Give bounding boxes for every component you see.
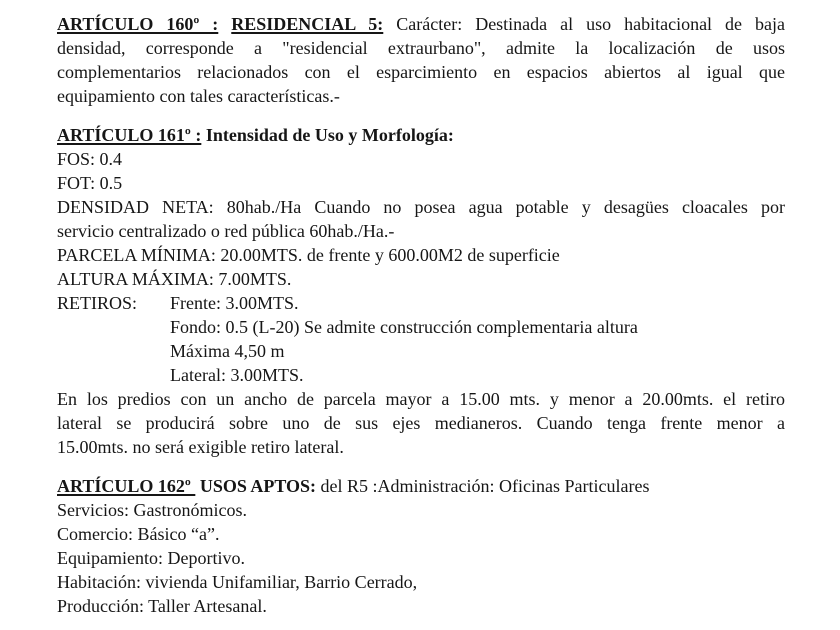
text-line xyxy=(57,522,785,546)
text-run xyxy=(218,14,231,34)
text-line xyxy=(57,570,785,594)
text-line xyxy=(57,411,785,435)
text-run: servicio centralizado o red pública 60hab./Ha.- xyxy=(57,221,395,241)
text-run: lateral se producirá sobre uno de sus ejes medianeros. Cuando tenga frente menor a xyxy=(57,413,785,433)
text-line xyxy=(57,339,785,363)
text-run: 15.00mts. no será exigible retiro lateral. xyxy=(57,437,344,457)
text-line xyxy=(57,147,785,171)
text-line xyxy=(57,291,785,315)
text-run: ARTÍCULO 162º xyxy=(57,476,196,496)
section-articulo-161 xyxy=(57,123,785,459)
text-line xyxy=(57,219,785,243)
text-run: Fondo: 0.5 (L-20) Se admite construcción complementaria altura xyxy=(170,317,638,337)
text-line xyxy=(57,36,785,60)
text-run: densidad, corresponde a "residencial extraurbano", admite la localización de usos xyxy=(57,38,785,58)
text-run: FOT: 0.5 xyxy=(57,173,123,193)
text-line xyxy=(57,123,785,147)
text-run: ALTURA MÁXIMA: 7.00MTS. xyxy=(57,269,292,289)
text-run: Comercio: Básico “a”. xyxy=(57,524,220,544)
text-line xyxy=(57,12,785,36)
text-run: PARCELA MÍNIMA: 20.00MTS. de frente y 600.00M2 de superficie xyxy=(57,245,560,265)
text-line xyxy=(57,498,785,522)
text-run: complementarios relacionados con el esparcimiento en espacios abiertos al igual que xyxy=(57,62,785,82)
section-articulo-160 xyxy=(57,12,785,108)
text-run: Intensidad de Uso y Morfología: xyxy=(201,125,454,145)
text-line xyxy=(57,594,785,618)
text-line xyxy=(57,243,785,267)
text-line xyxy=(57,315,785,339)
text-line xyxy=(57,171,785,195)
text-run: Máxima 4,50 m xyxy=(170,341,285,361)
text-run: USOS APTOS: xyxy=(195,476,317,496)
text-run: RESIDENCIAL 5: xyxy=(231,14,384,34)
section-articulo-162 xyxy=(57,474,785,618)
text-run: Frente: 3.00MTS. xyxy=(170,293,299,313)
text-line xyxy=(57,267,785,291)
text-run: ARTÍCULO 161º : xyxy=(57,125,202,145)
text-line xyxy=(57,546,785,570)
text-line xyxy=(57,435,785,459)
text-run: Producción: Taller Artesanal. xyxy=(57,596,267,616)
text-run: Carácter: Destinada al uso habitacional de baja xyxy=(383,14,785,34)
text-line xyxy=(57,60,785,84)
text-line xyxy=(57,195,785,219)
text-line xyxy=(57,474,785,498)
text-run: Habitación: vivienda Unifamiliar, Barrio Cerrado, xyxy=(57,572,418,592)
text-line xyxy=(57,363,785,387)
text-run: Lateral: 3.00MTS. xyxy=(170,365,304,385)
text-run: Equipamiento: Deportivo. xyxy=(57,548,245,568)
text-run: ARTÍCULO 160º : xyxy=(57,14,219,34)
text-run: del R5 :Administración: Oficinas Particulares xyxy=(316,476,650,496)
text-run: DENSIDAD NETA: 80hab./Ha Cuando no posea agua potable y desagües cloacales por xyxy=(57,197,785,217)
text-run: Servicios: Gastronómicos. xyxy=(57,500,247,520)
text-line xyxy=(57,84,785,108)
text-run: equipamiento con tales características.- xyxy=(57,86,340,106)
text-run: En los predios con un ancho de parcela mayor a 15.00 mts. y menor a 20.00mts. el retiro xyxy=(57,389,785,409)
text-run: FOS: 0.4 xyxy=(57,149,123,169)
hanging-label: RETIROS: xyxy=(57,293,138,313)
text-line xyxy=(57,387,785,411)
document-body xyxy=(57,12,785,618)
